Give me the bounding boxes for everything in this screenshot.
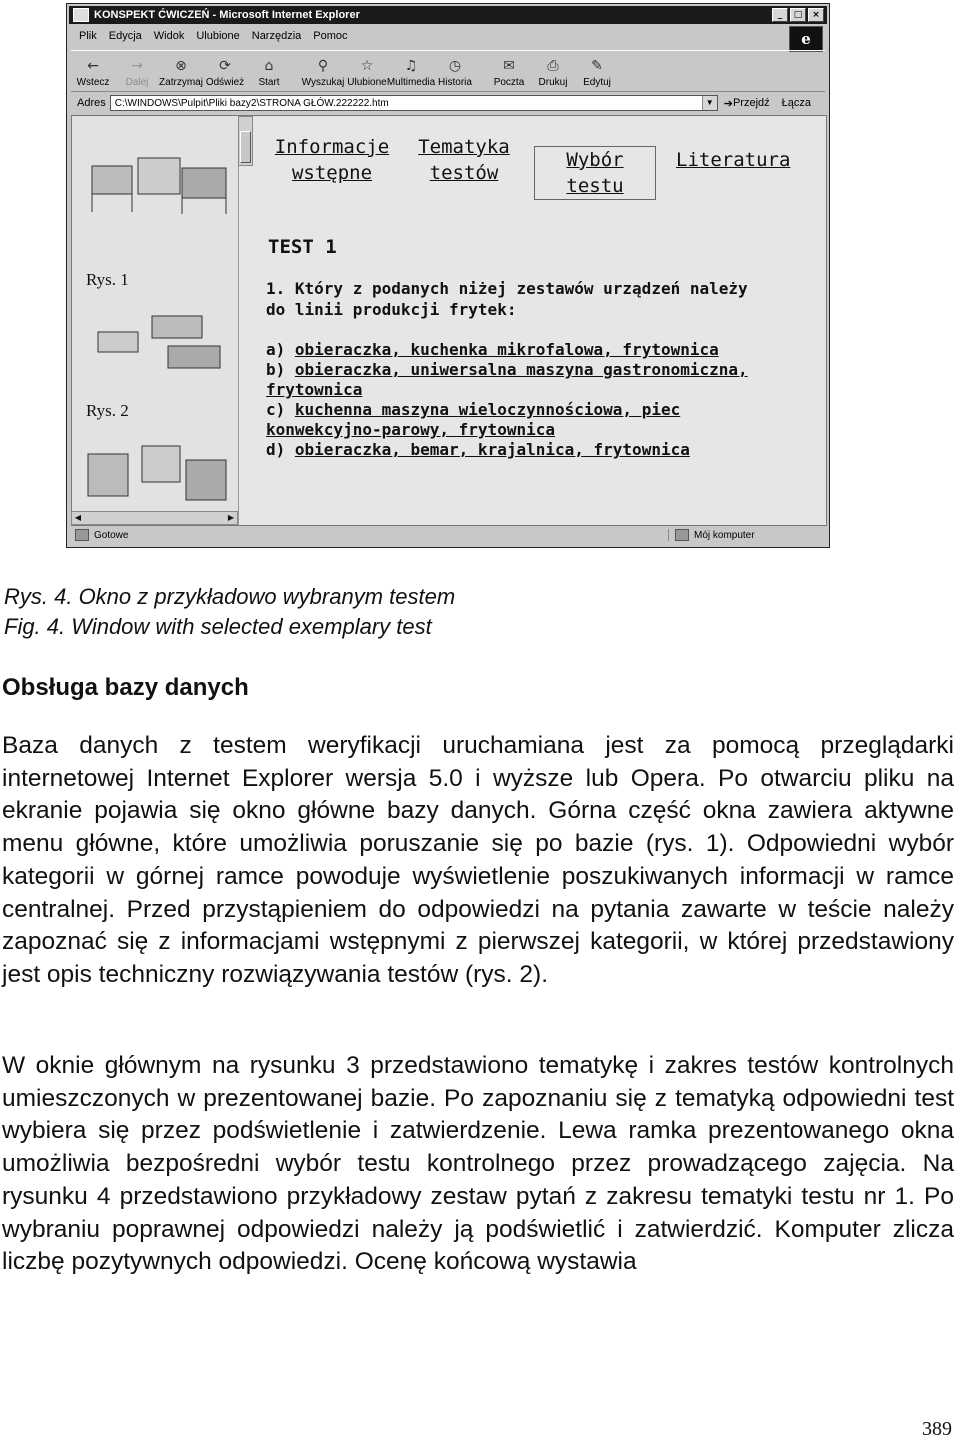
scroll-right-icon[interactable]: ▶ (227, 513, 235, 522)
zone-text: Mój komputer (694, 529, 755, 541)
media-button[interactable]: ♫ Multimedia (386, 58, 436, 88)
section-heading: Obsługa bazy danych (2, 674, 249, 701)
top-navigation (272, 134, 822, 197)
answer-b[interactable]: b) obieraczka, uniwersalna maszyna gastronomiczna, (266, 360, 748, 379)
go-arrow-icon[interactable]: ➔ (723, 97, 733, 110)
home-icon: ⌂ (264, 58, 274, 74)
status-bar (71, 526, 825, 544)
status-text: Gotowe (94, 529, 129, 541)
go-button[interactable]: Przejdź (732, 97, 770, 109)
ie-app-icon (73, 8, 89, 22)
figure-label-1: Rys. 1 (86, 270, 129, 289)
menu-plik[interactable]: Plik (79, 30, 97, 42)
links-button[interactable]: Łącza (781, 97, 812, 109)
favorites-button[interactable]: ☆ Ulubione (347, 58, 387, 88)
back-arrow-icon: ← (87, 58, 99, 74)
nav-informacje-wstepne[interactable]: Informacje wstępne (274, 136, 390, 184)
search-icon: ⚲ (317, 58, 329, 74)
close-button[interactable]: × (808, 8, 824, 22)
computer-icon (675, 529, 689, 541)
search-button[interactable]: ⚲ Wyszukaj (301, 58, 345, 88)
nav-literatura[interactable]: Literatura (676, 149, 791, 171)
nav-wybor-testu[interactable]: Wybór testu (534, 146, 656, 200)
answer-d[interactable]: d) obieraczka, bemar, krajalnica, frytownica (266, 440, 690, 459)
nav-tematyka-testow[interactable]: Tematyka testów (418, 136, 510, 184)
stop-button[interactable]: ⊗ Zatrzymaj (159, 58, 203, 88)
edit-icon: ✎ (591, 58, 603, 74)
print-button[interactable]: ⎙ Drukuj (538, 58, 568, 88)
menu-edycja[interactable]: Edycja (108, 30, 142, 42)
figure-caption-en: Fig. 4. Window with selected exemplary test (4, 614, 432, 639)
refresh-icon: ⟳ (219, 58, 231, 74)
scroll-left-icon[interactable]: ◀ (74, 513, 82, 522)
menu-bar (71, 26, 825, 46)
address-label: Adres (77, 97, 106, 109)
forward-arrow-icon: → (131, 58, 143, 74)
ie-logo-icon: e (789, 26, 823, 52)
left-frame-scrollbar[interactable] (71, 511, 238, 525)
media-icon: ♫ (404, 58, 418, 74)
edit-button[interactable]: ✎ Edytuj (583, 58, 611, 88)
address-input[interactable] (110, 95, 718, 111)
page-number: 389 (922, 1418, 952, 1440)
refresh-button[interactable]: ⟳ Odśwież (205, 58, 245, 88)
back-button[interactable]: ← Wstecz (76, 58, 110, 88)
history-button[interactable]: ◷ Historia (438, 58, 472, 88)
answer-list (266, 340, 806, 460)
page-icon (75, 529, 89, 541)
answer-c-continued[interactable]: konwekcyjno-parowy, frytownica (266, 420, 555, 439)
address-bar (71, 93, 825, 113)
page-content (71, 115, 827, 526)
menu-widok[interactable]: Widok (153, 30, 185, 42)
favorites-icon: ☆ (360, 58, 374, 74)
menu-ulubione[interactable]: Ulubione (196, 30, 240, 42)
menu-narzedzia[interactable]: Narzędzia (251, 30, 302, 42)
mail-icon: ✉ (503, 58, 515, 74)
answer-c[interactable]: c) kuchenna maszyna wieloczynnościowa, piec (266, 400, 681, 419)
nav-frame-scrollbar[interactable] (238, 116, 253, 166)
left-frame (72, 116, 239, 525)
paragraph-1: Baza danych z testem weryfikacji uruchamiana jest za pomocą przeglądarki internetowej Internet Explorer wersja 5.0 i wyższe lub Opera. Po otwarciu pliku na ekranie pojawia się okno główne bazy danych. Górna część okna zawiera aktywne menu główne, które umożliwia poruszanie się po bazie (rys. 1). Odpowiedni wybór kategorii w górnej ramce powoduje wyświetlenie poszukiwanych informacji w ramce centralnej. Przed przystąpieniem do odpowiedzi na pytania zawarte w teście należy zapoznać się z informacjami wstępnymi z pierwszej kategorii, w której przedstawiony jest opis techniczny rozwiązywania testów (rys. 2). (2, 732, 954, 988)
chevron-down-icon[interactable]: ▼ (702, 96, 717, 110)
answer-a[interactable]: a) obieraczka, kuchenka mikrofalowa, frytownica (266, 340, 719, 359)
title-bar (69, 6, 827, 24)
test-title: TEST 1 (268, 236, 337, 258)
address-value: C:\WINDOWS\Pulpit\Pliki bazy2\STRONA GŁÓW.222222.htm (114, 97, 389, 109)
minimize-button[interactable]: _ (772, 8, 788, 22)
appliance-image-1 (82, 146, 232, 216)
figure-label-2: Rys. 2 (86, 401, 129, 420)
browser-window (66, 3, 830, 548)
menu-pomoc[interactable]: Pomoc (313, 30, 348, 42)
home-button[interactable]: ⌂ Start (258, 58, 280, 88)
maximize-button[interactable]: □ (790, 8, 806, 22)
mail-button[interactable]: ✉ Poczta (493, 58, 525, 88)
answer-b-continued[interactable]: frytownica (266, 380, 363, 399)
question-text: 1. Który z podanych niżej zestawów urządzeń należy do linii produkcji frytek: (266, 279, 748, 319)
stop-icon: ⊗ (175, 58, 187, 74)
appliance-image-3 (82, 436, 232, 506)
toolbar (71, 50, 825, 92)
history-icon: ◷ (448, 58, 462, 74)
paragraph-2: W oknie głównym na rysunku 3 przedstawiono tematykę i zakres testów kontrolnych umieszczonych w prezentowanej bazie. Po zapoznaniu się z tematyką odpowiedni test wybiera się przez podświetlenie i zatwierdzenie. Lewa ramka prezentowanego okna umożliwia bezpośredni wybór testu kontrolnego przez prowadzącego zajęcia. Na rysunku 4 przedstawiono przykładowy zestaw pytań z zakresu tematyki testu nr 1. Po wybraniu poprawnej odpowiedzi należy ją podświetlić i zatwierdzić. Komputer zlicza liczbę pozytywnych odpowiedzi. Ocenę końcową wystawia (2, 1052, 954, 1276)
appliance-image-2 (82, 306, 232, 376)
print-icon: ⎙ (547, 58, 559, 74)
figure-caption-pl: Rys. 4. Okno z przykładowo wybranym testem (4, 584, 456, 609)
window-title: KONSPEKT ĆWICZEŃ - Microsoft Internet Explorer (94, 9, 360, 21)
forward-button[interactable]: → Dalej (125, 58, 149, 88)
